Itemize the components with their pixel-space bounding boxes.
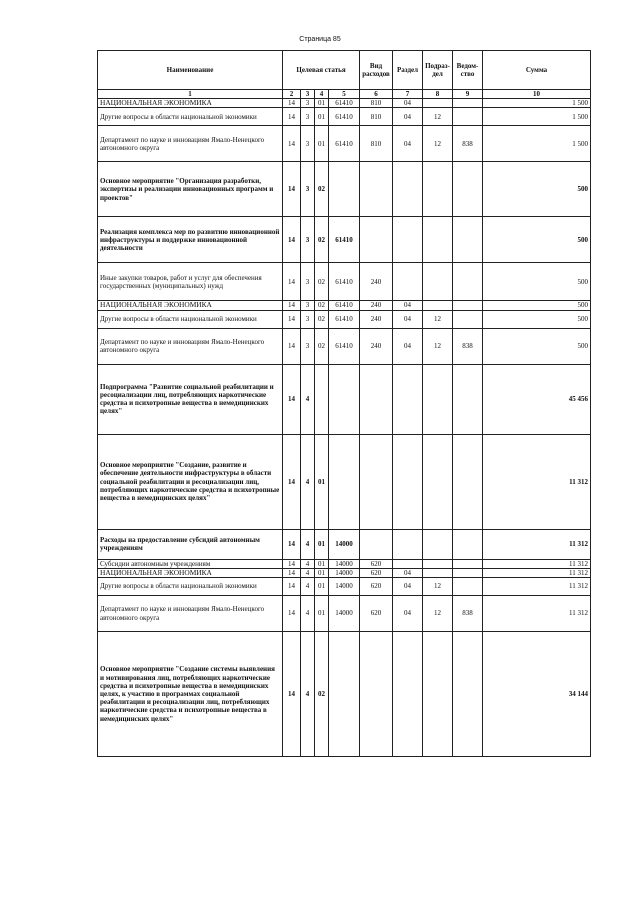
cell-direction (329, 364, 360, 434)
cell-program: 14 (283, 301, 301, 310)
cell-subsection: 12 (423, 328, 453, 364)
cell-expense-type: 810 (360, 99, 393, 108)
cell-direction: 61410 (329, 301, 360, 310)
cell-subsection (423, 364, 453, 434)
cell-direction: 61410 (329, 108, 360, 126)
cell-activity: 01 (315, 529, 329, 559)
cell-subsection (423, 559, 453, 568)
cell-subprogram: 4 (301, 632, 315, 757)
cell-amount: 11 312 (483, 559, 591, 568)
cell-direction: 14000 (329, 578, 360, 596)
table-row (98, 364, 591, 434)
cell-activity: 02 (315, 328, 329, 364)
cell-expense-type (360, 217, 393, 263)
cell-section: 04 (393, 99, 423, 108)
cell-program: 14 (283, 529, 301, 559)
cell-program: 14 (283, 310, 301, 328)
cell-section: 04 (393, 108, 423, 126)
cell-section (393, 434, 423, 529)
cell-subprogram: 3 (301, 328, 315, 364)
cell-amount: 500 (483, 263, 591, 301)
cell-name: Департамент по науке и инновациям Ямало-Ненецкого автономного округа (98, 126, 283, 162)
cell-department (453, 217, 483, 263)
column-number: 1 (98, 90, 283, 99)
cell-name: Другие вопросы в области национальной экономики (98, 310, 283, 328)
cell-subsection: 12 (423, 126, 453, 162)
cell-section (393, 529, 423, 559)
cell-activity: 01 (315, 578, 329, 596)
column-number: 4 (315, 90, 329, 99)
cell-subprogram: 3 (301, 126, 315, 162)
cell-subprogram: 3 (301, 310, 315, 328)
page-number-label: Страница 85 (299, 36, 341, 43)
cell-department (453, 559, 483, 568)
cell-subsection (423, 568, 453, 577)
cell-amount: 500 (483, 301, 591, 310)
cell-name: Подпрограмма "Развитие социальной реабилитации и ресоциализации лиц, потребляющих наркотические средства и психотропные вещества в немедицинских целях" (98, 364, 283, 434)
cell-subprogram: 3 (301, 217, 315, 263)
table-row (98, 596, 591, 632)
cell-program: 14 (283, 434, 301, 529)
cell-activity: 01 (315, 126, 329, 162)
cell-direction (329, 632, 360, 757)
cell-program: 14 (283, 99, 301, 108)
cell-subprogram: 4 (301, 596, 315, 632)
cell-subprogram: 4 (301, 434, 315, 529)
cell-department (453, 162, 483, 217)
cell-section (393, 263, 423, 301)
col-header-expense-type: Вид расходов (360, 51, 393, 90)
cell-amount: 11 312 (483, 596, 591, 632)
cell-subprogram: 3 (301, 108, 315, 126)
cell-direction (329, 434, 360, 529)
cell-subprogram: 4 (301, 364, 315, 434)
table-row (98, 632, 591, 757)
column-number: 9 (453, 90, 483, 99)
column-number: 10 (483, 90, 591, 99)
cell-direction: 61410 (329, 99, 360, 108)
cell-program: 14 (283, 126, 301, 162)
cell-name: Департамент по науке и инновациям Ямало-Ненецкого автономного округа (98, 596, 283, 632)
cell-expense-type: 620 (360, 578, 393, 596)
cell-expense-type: 620 (360, 559, 393, 568)
cell-department (453, 578, 483, 596)
cell-direction: 14000 (329, 529, 360, 559)
cell-subprogram: 4 (301, 559, 315, 568)
cell-subsection (423, 434, 453, 529)
table-body (98, 99, 591, 757)
cell-expense-type: 620 (360, 596, 393, 632)
cell-subsection (423, 99, 453, 108)
cell-department (453, 99, 483, 108)
cell-name: Основное мероприятие "Создание, развитие и обеспечение деятельности инфраструктуры в области социальной реабилитации и ресоциализации лиц, потребляющих наркотические средства и психотропные вещества в немедицинских целях" (98, 434, 283, 529)
cell-department (453, 632, 483, 757)
cell-activity: 02 (315, 310, 329, 328)
cell-activity: 01 (315, 568, 329, 577)
cell-amount: 1 500 (483, 126, 591, 162)
cell-amount: 11 312 (483, 578, 591, 596)
table-row (98, 310, 591, 328)
cell-department (453, 529, 483, 559)
column-number: 7 (393, 90, 423, 99)
cell-program: 14 (283, 559, 301, 568)
cell-expense-type (360, 632, 393, 757)
col-header-department: Ведом-ство (453, 51, 483, 90)
col-header-subsection: Подраз-дел (423, 51, 453, 90)
table-row (98, 529, 591, 559)
col-header-name: Наименование (98, 51, 283, 90)
cell-amount: 500 (483, 310, 591, 328)
cell-program: 14 (283, 328, 301, 364)
cell-subprogram: 4 (301, 578, 315, 596)
cell-department (453, 310, 483, 328)
cell-activity: 01 (315, 108, 329, 126)
cell-amount: 1 500 (483, 108, 591, 126)
cell-expense-type: 240 (360, 301, 393, 310)
cell-activity (315, 364, 329, 434)
table-row (98, 434, 591, 529)
cell-amount: 500 (483, 162, 591, 217)
cell-program: 14 (283, 632, 301, 757)
cell-department: 838 (453, 328, 483, 364)
cell-section: 04 (393, 328, 423, 364)
cell-activity: 01 (315, 559, 329, 568)
cell-section: 04 (393, 126, 423, 162)
cell-department (453, 301, 483, 310)
cell-program: 14 (283, 364, 301, 434)
cell-subprogram: 3 (301, 263, 315, 301)
cell-expense-type (360, 529, 393, 559)
cell-program: 14 (283, 596, 301, 632)
table-row (98, 108, 591, 126)
table-row (98, 578, 591, 596)
cell-amount: 500 (483, 328, 591, 364)
cell-name: Основное мероприятие "Организация разработки, экспертизы и реализации инновационных программ и проектов" (98, 162, 283, 217)
cell-activity: 02 (315, 263, 329, 301)
cell-program: 14 (283, 263, 301, 301)
cell-direction: 61410 (329, 310, 360, 328)
cell-amount: 34 144 (483, 632, 591, 757)
table-row (98, 126, 591, 162)
column-number: 5 (329, 90, 360, 99)
cell-subprogram: 3 (301, 99, 315, 108)
cell-name: Департамент по науке и инновациям Ямало-Ненецкого автономного округа (98, 328, 283, 364)
cell-amount: 11 312 (483, 434, 591, 529)
cell-subsection: 12 (423, 596, 453, 632)
cell-name: Другие вопросы в области национальной экономики (98, 578, 283, 596)
cell-direction: 61410 (329, 126, 360, 162)
cell-subsection (423, 263, 453, 301)
cell-activity: 01 (315, 596, 329, 632)
cell-section (393, 632, 423, 757)
cell-department (453, 434, 483, 529)
cell-direction: 14000 (329, 568, 360, 577)
cell-department (453, 108, 483, 126)
cell-subsection: 12 (423, 578, 453, 596)
cell-program: 14 (283, 568, 301, 577)
cell-department: 838 (453, 596, 483, 632)
cell-name: Субсидии автономным учреждениям (98, 559, 283, 568)
cell-section: 04 (393, 310, 423, 328)
cell-expense-type: 240 (360, 310, 393, 328)
cell-department (453, 364, 483, 434)
cell-name: Основное мероприятие "Создание системы выявления и мотивирования лиц, потребляющих наркотические средства и психотропные вещества в немедицинских целях, к участию в программах социальной реабилитации и ресоциализации лиц, потребляющих наркотические средства и психотропные вещества в немедицинских целях" (98, 632, 283, 757)
cell-name: Другие вопросы в области национальной экономики (98, 108, 283, 126)
cell-department: 838 (453, 126, 483, 162)
cell-expense-type (360, 364, 393, 434)
column-number: 6 (360, 90, 393, 99)
table-row (98, 99, 591, 108)
table-header (98, 51, 591, 99)
column-number: 8 (423, 90, 453, 99)
col-header-amount: Сумма (483, 51, 591, 90)
cell-subsection (423, 217, 453, 263)
cell-section (393, 364, 423, 434)
cell-amount: 45 456 (483, 364, 591, 434)
column-number: 3 (301, 90, 315, 99)
cell-expense-type (360, 162, 393, 217)
cell-activity: 02 (315, 301, 329, 310)
table-row (98, 559, 591, 568)
cell-expense-type: 810 (360, 108, 393, 126)
cell-expense-type (360, 434, 393, 529)
cell-direction: 61410 (329, 328, 360, 364)
cell-subsection (423, 529, 453, 559)
cell-activity: 02 (315, 632, 329, 757)
cell-program: 14 (283, 217, 301, 263)
cell-section: 04 (393, 596, 423, 632)
cell-section (393, 162, 423, 217)
cell-expense-type: 240 (360, 263, 393, 301)
cell-subprogram: 4 (301, 568, 315, 577)
col-header-target: Целевая статья (283, 51, 360, 90)
cell-activity: 02 (315, 162, 329, 217)
cell-department (453, 568, 483, 577)
cell-expense-type: 620 (360, 568, 393, 577)
cell-name: НАЦИОНАЛЬНАЯ ЭКОНОМИКА (98, 99, 283, 108)
cell-subsection: 12 (423, 310, 453, 328)
cell-activity: 01 (315, 99, 329, 108)
table-row (98, 263, 591, 301)
cell-department (453, 263, 483, 301)
cell-expense-type: 810 (360, 126, 393, 162)
cell-subprogram: 3 (301, 162, 315, 217)
cell-name: Реализация комплекса мер по развитию инновационной инфраструктуры и поддержке инновационной деятельности (98, 217, 283, 263)
cell-name: Иные закупки товаров, работ и услуг для обеспечения государственных (муниципальных) нужд (98, 263, 283, 301)
cell-amount: 11 312 (483, 568, 591, 577)
cell-section: 04 (393, 301, 423, 310)
cell-section (393, 217, 423, 263)
cell-subsection: 12 (423, 108, 453, 126)
budget-table (97, 50, 591, 757)
col-header-section: Раздел (393, 51, 423, 90)
cell-direction (329, 162, 360, 217)
cell-name: Расходы на предоставление субсидий автономным учреждениям (98, 529, 283, 559)
cell-expense-type: 240 (360, 328, 393, 364)
cell-subprogram: 3 (301, 301, 315, 310)
cell-section (393, 559, 423, 568)
cell-program: 14 (283, 162, 301, 217)
table-row (98, 301, 591, 310)
cell-section: 04 (393, 568, 423, 577)
cell-subsection (423, 301, 453, 310)
cell-amount: 500 (483, 217, 591, 263)
cell-subprogram: 4 (301, 529, 315, 559)
cell-subsection (423, 162, 453, 217)
cell-program: 14 (283, 108, 301, 126)
cell-program: 14 (283, 578, 301, 596)
cell-direction: 14000 (329, 596, 360, 632)
cell-name: НАЦИОНАЛЬНАЯ ЭКОНОМИКА (98, 301, 283, 310)
cell-activity: 01 (315, 434, 329, 529)
table-row (98, 568, 591, 577)
cell-amount: 1 500 (483, 99, 591, 108)
cell-amount: 11 312 (483, 529, 591, 559)
table-row (98, 162, 591, 217)
column-number: 2 (283, 90, 301, 99)
cell-name: НАЦИОНАЛЬНАЯ ЭКОНОМИКА (98, 568, 283, 577)
cell-direction: 14000 (329, 559, 360, 568)
cell-activity: 02 (315, 217, 329, 263)
table-row (98, 217, 591, 263)
cell-subsection (423, 632, 453, 757)
table-row (98, 328, 591, 364)
cell-section: 04 (393, 578, 423, 596)
cell-direction: 61410 (329, 263, 360, 301)
cell-direction: 61410 (329, 217, 360, 263)
